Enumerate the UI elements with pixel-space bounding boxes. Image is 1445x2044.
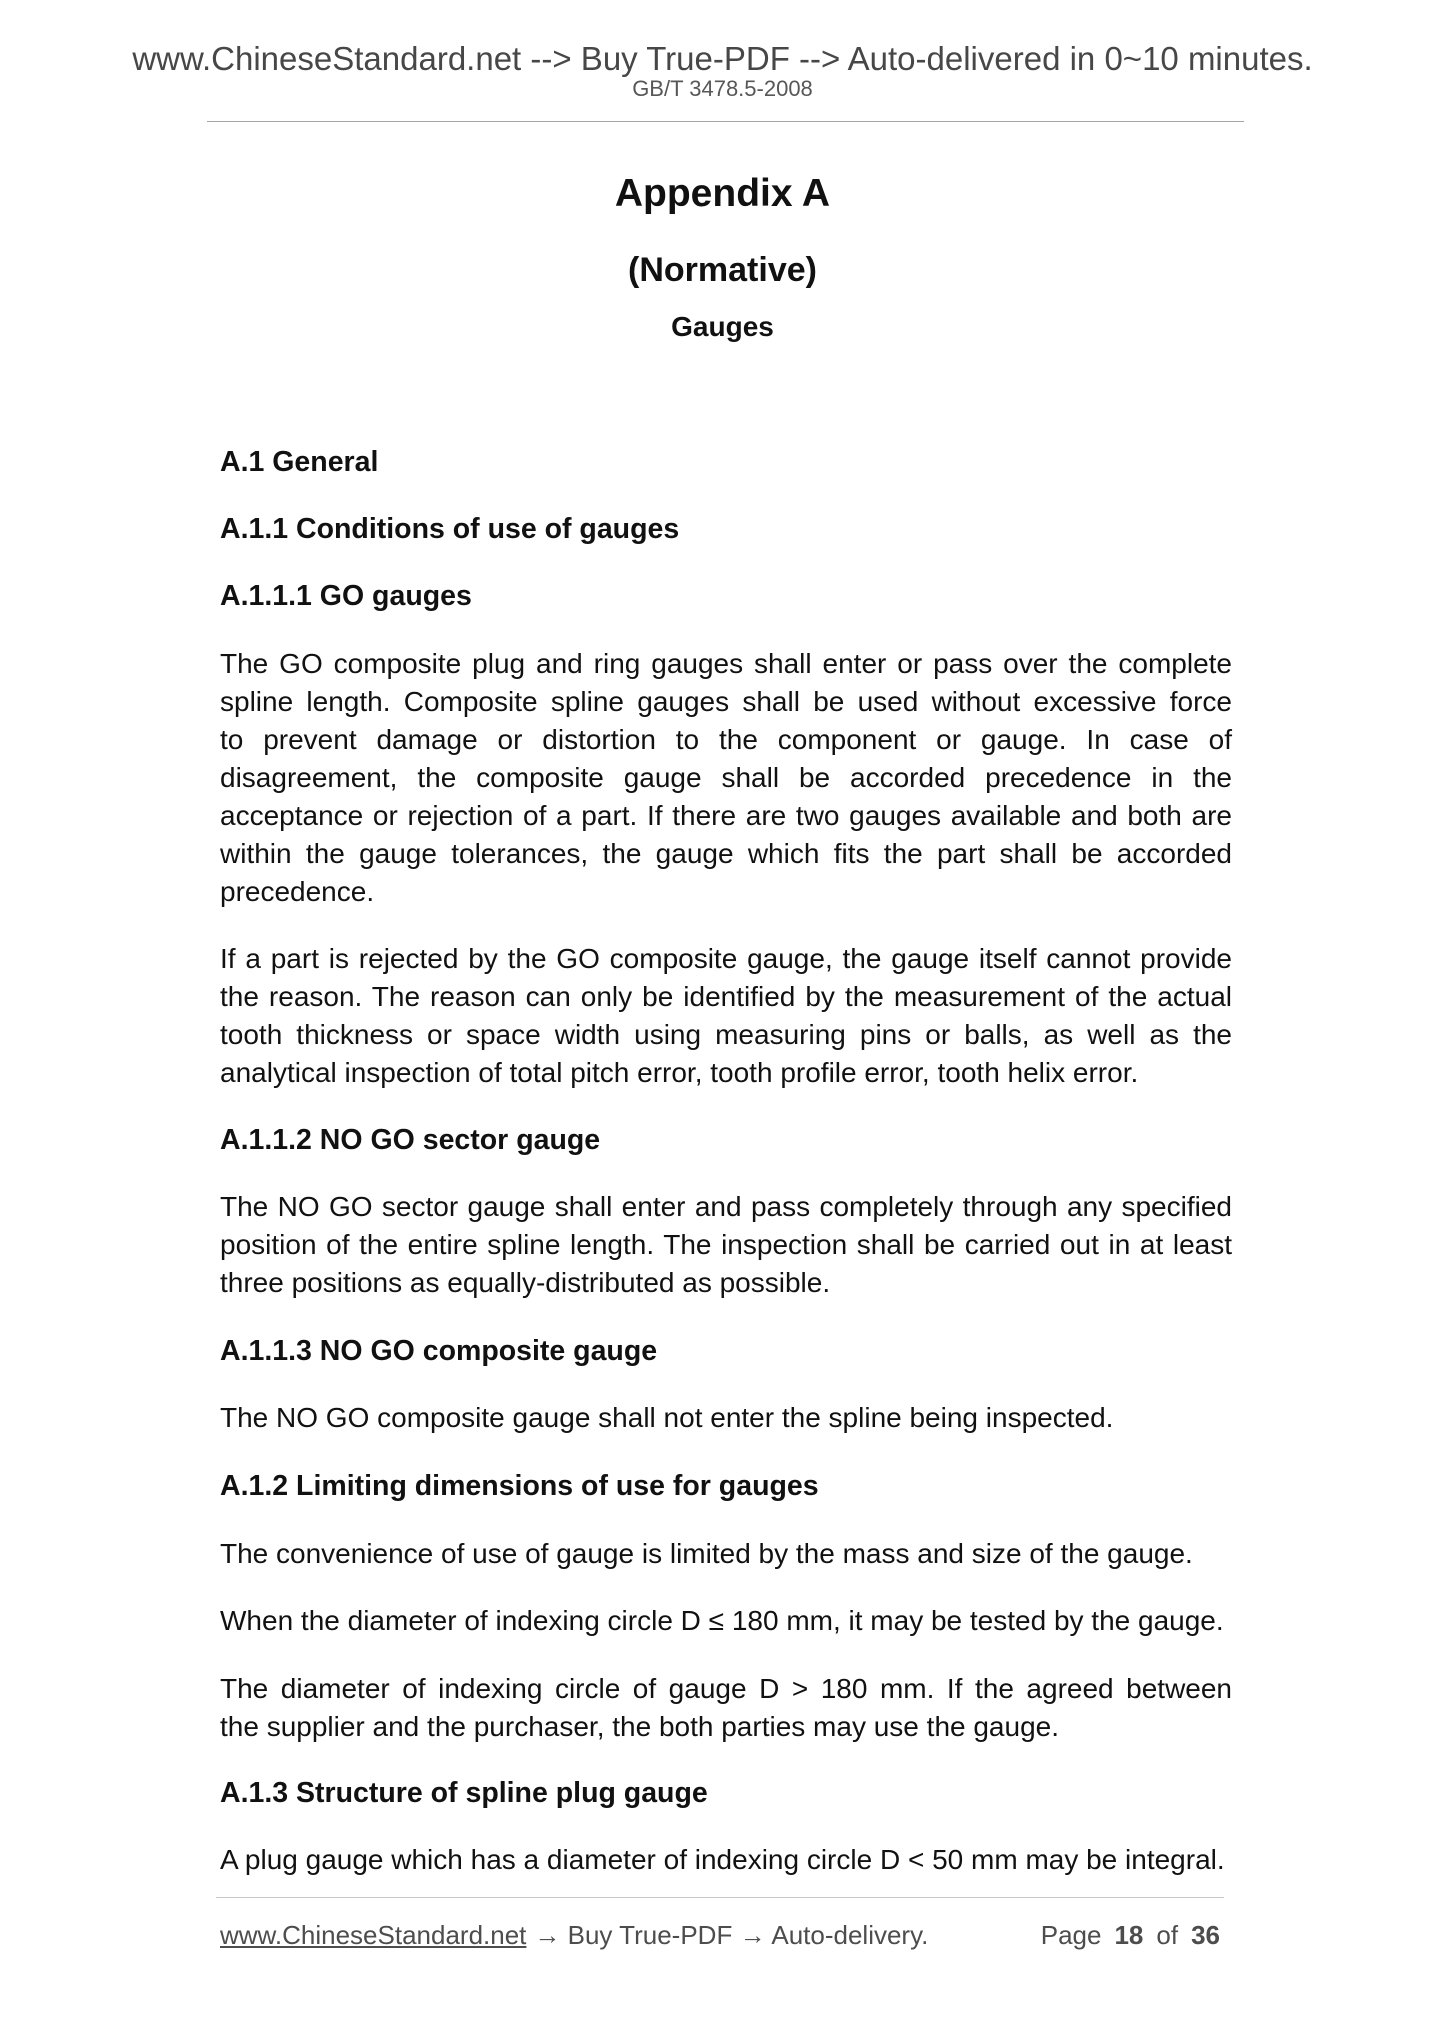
section-heading-a1-2: A.1.2 Limiting dimensions of use for gauges <box>220 1470 819 1502</box>
section-heading-a1: A.1 General <box>220 446 379 478</box>
footer-promo-text: → Buy True-PDF → Auto-delivery. <box>534 1920 929 1950</box>
appendix-subject: Gauges <box>671 311 774 342</box>
paragraph-line: If a part is rejected by the GO composite gauge, the gauge itself cannot provide <box>220 943 1232 974</box>
header-divider <box>207 121 1244 122</box>
paragraph-line: within the gauge tolerances, the gauge which fits the part shall be accorded <box>220 838 1232 869</box>
page-number <box>1041 1918 1220 1952</box>
paragraph-line: When the diameter of indexing circle D ≤ 180 mm, it may be tested by the gauge. <box>220 1605 1224 1636</box>
footer-divider <box>216 1897 1224 1898</box>
current-page: 18 <box>1114 1920 1144 1950</box>
paragraph-line: the supplier and the purchaser, the both parties may use the gauge. <box>220 1711 1060 1742</box>
paragraph-go-gauges-rejection <box>220 940 1232 1092</box>
paragraph-line: spline length. Composite spline gauges shall be used without excessive force <box>220 686 1232 717</box>
paragraph-diameter-limit <box>220 1602 1232 1640</box>
header-banner: www.ChineseStandard.net --> Buy True-PDF --> Auto-delivered in 0~10 minutes. <box>132 40 1313 77</box>
paragraph-line: The GO composite plug and ring gauges shall enter or pass over the complete <box>220 648 1232 679</box>
page-label: Page <box>1040 1920 1102 1950</box>
paragraph-line: three positions as equally-distributed as possible. <box>220 1267 831 1298</box>
paragraph-line: The diameter of indexing circle of gauge D > 180 mm. If the agreed between <box>220 1673 1232 1704</box>
section-heading-a1-1-3: A.1.1.3 NO GO composite gauge <box>220 1335 658 1367</box>
paragraph-line: acceptance or rejection of a part. If there are two gauges available and both are <box>220 800 1232 831</box>
paragraph-line: tooth thickness or space width using measuring pins or balls, as well as the <box>220 1019 1232 1050</box>
total-pages: 36 <box>1191 1920 1220 1950</box>
section-heading-a1-3: A.1.3 Structure of spline plug gauge <box>220 1777 708 1809</box>
page-of-label: of <box>1156 1920 1179 1950</box>
paragraph-gauge-convenience <box>220 1535 1232 1573</box>
paragraph-line: position of the entire spline length. The inspection shall be carried out in at least <box>220 1229 1232 1260</box>
paragraph-diameter-agreement <box>220 1670 1232 1746</box>
appendix-title: Appendix A <box>614 172 831 215</box>
section-heading-a1-1-2: A.1.1.2 NO GO sector gauge <box>220 1124 601 1156</box>
paragraph-line: The NO GO sector gauge shall enter and pass completely through any specified <box>220 1191 1232 1222</box>
paragraph-line: A plug gauge which has a diameter of indexing circle D < 50 mm may be integral. <box>220 1844 1225 1875</box>
paragraph-plug-gauge-structure <box>220 1841 1232 1879</box>
section-heading-a1-1-1: A.1.1.1 GO gauges <box>220 580 472 612</box>
paragraph-no-go-sector-gauge <box>220 1188 1232 1302</box>
paragraph-go-gauges-usage <box>220 645 1232 911</box>
paragraph-line: analytical inspection of total pitch error, tooth profile error, tooth helix error. <box>220 1057 1139 1088</box>
paragraph-line: precedence. <box>220 876 375 907</box>
section-heading-a1-1: A.1.1 Conditions of use of gauges <box>220 513 680 545</box>
paragraph-line: The convenience of use of gauge is limited by the mass and size of the gauge. <box>220 1538 1193 1569</box>
paragraph-line: to prevent damage or distortion to the component or gauge. In case of <box>220 724 1232 755</box>
paragraph-line: the reason. The reason can only be identified by the measurement of the actual <box>220 981 1232 1012</box>
paragraph-line: The NO GO composite gauge shall not enter the spline being inspected. <box>220 1402 1114 1433</box>
footer-website-link[interactable]: www.ChineseStandard.net <box>220 1920 527 1950</box>
appendix-type: (Normative) <box>628 251 817 289</box>
standard-number: GB/T 3478.5-2008 <box>632 76 813 101</box>
paragraph-no-go-composite-gauge <box>220 1399 1232 1437</box>
page-footer <box>220 1918 1220 1952</box>
paragraph-line: disagreement, the composite gauge shall be accorded precedence in the <box>220 762 1232 793</box>
